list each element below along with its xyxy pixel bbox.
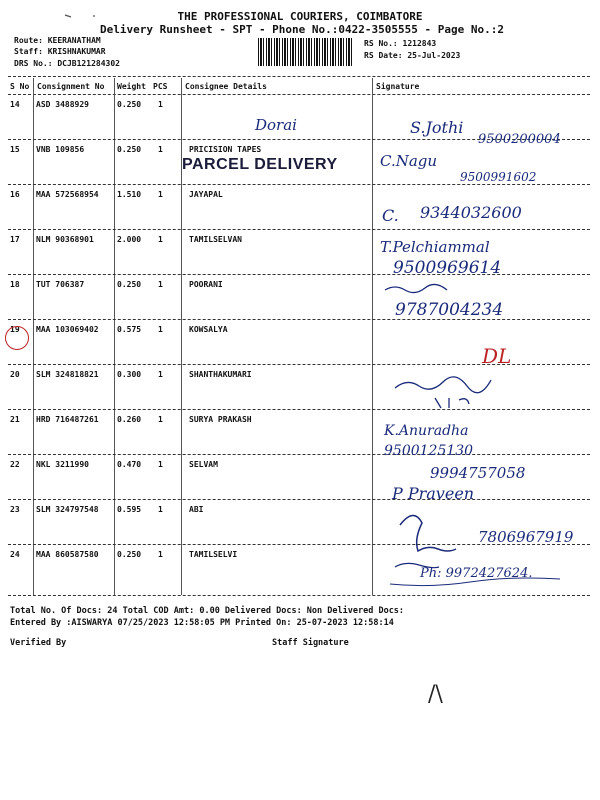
staff-signature-label: Staff Signature xyxy=(272,638,349,648)
row-consignment-no: ASD 3488929 xyxy=(36,100,89,109)
rs-number: RS No.: 1212843 xyxy=(364,39,437,48)
row-sno: 22 xyxy=(10,460,20,469)
row-consignment-no: SLM 324797548 xyxy=(36,505,99,514)
row-weight: 0.250 xyxy=(117,145,142,154)
row-consignee: SELVAM xyxy=(189,460,218,469)
row-sno: 20 xyxy=(10,370,20,379)
row-consignment-no: MAA 103069402 xyxy=(36,325,99,334)
document-title: THE PROFESSIONAL COURIERS, COIMBATORE xyxy=(177,10,423,23)
row-sno: 16 xyxy=(10,190,20,199)
row-sno: 19 xyxy=(10,325,20,334)
col-header-consignment: Consignment No xyxy=(37,82,105,91)
row-sno: 14 xyxy=(10,100,20,109)
scribble-signature xyxy=(385,284,447,292)
row-weight: 2.000 xyxy=(117,235,142,244)
handwritten-phone: 9500969614 xyxy=(393,258,502,278)
handwritten-mark: /\ xyxy=(428,682,443,707)
route-label: Route: KEERANATHAM xyxy=(14,36,101,45)
row-sno: 23 xyxy=(10,505,20,514)
rs-date: RS Date: 25-Jul-2023 xyxy=(364,51,461,60)
row-consignee: JAYAPAL xyxy=(189,190,223,199)
row-sno: 21 xyxy=(10,415,20,424)
handwritten-signature: P Praveen xyxy=(392,484,475,503)
col-header-signature: Signature xyxy=(376,82,420,91)
row-consignment-no: NLM 90368901 xyxy=(36,235,94,244)
handwritten-phone: 9500125130 xyxy=(384,443,474,459)
entered-by-line: Entered By :AISWARYA 07/25/2023 12:58:05 PM Printed On: 25-07-2023 12:58:14 xyxy=(10,618,394,628)
row-consignee: KOWSALYA xyxy=(189,325,228,334)
scribble-signature xyxy=(400,515,456,551)
row-pcs: 1 xyxy=(158,415,163,424)
row-weight: 0.250 xyxy=(117,280,142,289)
handwritten-signature: C.Nagu xyxy=(380,152,438,170)
row-consignee: SURYA PRAKASH xyxy=(189,415,252,424)
staff-label: Staff: KRISHNAKUMAR xyxy=(14,47,106,56)
col-header-weight: Weight xyxy=(117,82,146,91)
row-consignment-no: VNB 109856 xyxy=(36,145,85,154)
handwritten-signature: C. xyxy=(382,206,399,225)
handwritten-phone: Ph: 9972427624. xyxy=(420,566,533,581)
row-weight: 0.260 xyxy=(117,415,142,424)
runsheet-subtitle: Delivery Runsheet - SPT - Phone No.:0422-3505555 - Page No.:2 xyxy=(100,23,504,36)
scribble-signature xyxy=(395,377,491,393)
col-header-pcs: PCS xyxy=(153,82,168,91)
row-consignment-no: SLM 324818821 xyxy=(36,370,99,379)
handwritten-signature: K.Anuradha xyxy=(384,423,469,439)
row-pcs: 1 xyxy=(158,280,163,289)
row-weight: 0.575 xyxy=(117,325,142,334)
col-header-consignee: Consignee Details xyxy=(185,82,267,91)
row-pcs: 1 xyxy=(158,505,163,514)
row-pcs: 1 xyxy=(158,370,163,379)
row-pcs: 1 xyxy=(158,460,163,469)
row-weight: 0.250 xyxy=(117,550,142,559)
row-consignee: TAMILSELVI xyxy=(189,550,238,559)
col-header-sno: S No xyxy=(10,82,30,91)
row-weight: 0.300 xyxy=(117,370,142,379)
row-pcs: 1 xyxy=(158,190,163,199)
handwritten-phone: 9344032600 xyxy=(420,203,522,222)
handwritten-phone: 9787004234 xyxy=(395,300,504,320)
handwritten-phone: 9500991602 xyxy=(460,170,537,184)
scribble-signature xyxy=(65,15,95,17)
verified-by-label: Verified By xyxy=(10,638,67,648)
row-consignment-no: MAA 860587580 xyxy=(36,550,99,559)
handwritten-phone: 9994757058 xyxy=(430,464,526,482)
handwritten-mark: DL xyxy=(482,344,512,368)
scribble-signature xyxy=(435,398,469,408)
row-sno: 18 xyxy=(10,280,20,289)
row-consignment-no: NKL 3211990 xyxy=(36,460,89,469)
row-consignee: SHANTHAKUMARI xyxy=(189,370,252,379)
handwritten-signature: S.Jothi xyxy=(410,118,464,137)
row-pcs: 1 xyxy=(158,145,163,154)
row-pcs: 1 xyxy=(158,100,163,109)
scribble-signature xyxy=(390,578,560,586)
handwritten-phone: 7806967919 xyxy=(478,528,574,546)
row-consignee: TAMILSELVAN xyxy=(189,235,242,244)
row-consignee: POORANI xyxy=(189,280,223,289)
row-weight: 1.510 xyxy=(117,190,142,199)
scribble-signature xyxy=(395,563,439,567)
row-consignee: ABI xyxy=(189,505,204,514)
row-weight: 0.470 xyxy=(117,460,142,469)
parcel-delivery-stamp: PARCEL DELIVERY xyxy=(182,156,338,173)
row-consignment-no: HRD 716487261 xyxy=(36,415,99,424)
row-pcs: 1 xyxy=(158,550,163,559)
handwritten-signature: T.Pelchiammal xyxy=(380,238,490,256)
row-consignee: PRICISION TAPES xyxy=(189,145,262,154)
row-sno: 24 xyxy=(10,550,20,559)
row-consignment-no: TUT 706387 xyxy=(36,280,85,289)
row-weight: 0.250 xyxy=(117,100,142,109)
row-pcs: 1 xyxy=(158,325,163,334)
totals-line: Total No. Of Docs: 24 Total COD Amt: 0.00 Delivered Docs: Non Delivered Docs: xyxy=(10,606,405,616)
handwritten-phone: 9500200004 xyxy=(478,132,561,147)
row-sno: 15 xyxy=(10,145,20,154)
row-weight: 0.595 xyxy=(117,505,142,514)
row-pcs: 1 xyxy=(158,235,163,244)
row-consignment-no: MAA 572568954 xyxy=(36,190,99,199)
handwritten-name: Dorai xyxy=(255,116,297,134)
row-sno: 17 xyxy=(10,235,20,244)
drs-number: DRS No.: DCJB121284302 xyxy=(14,59,120,68)
